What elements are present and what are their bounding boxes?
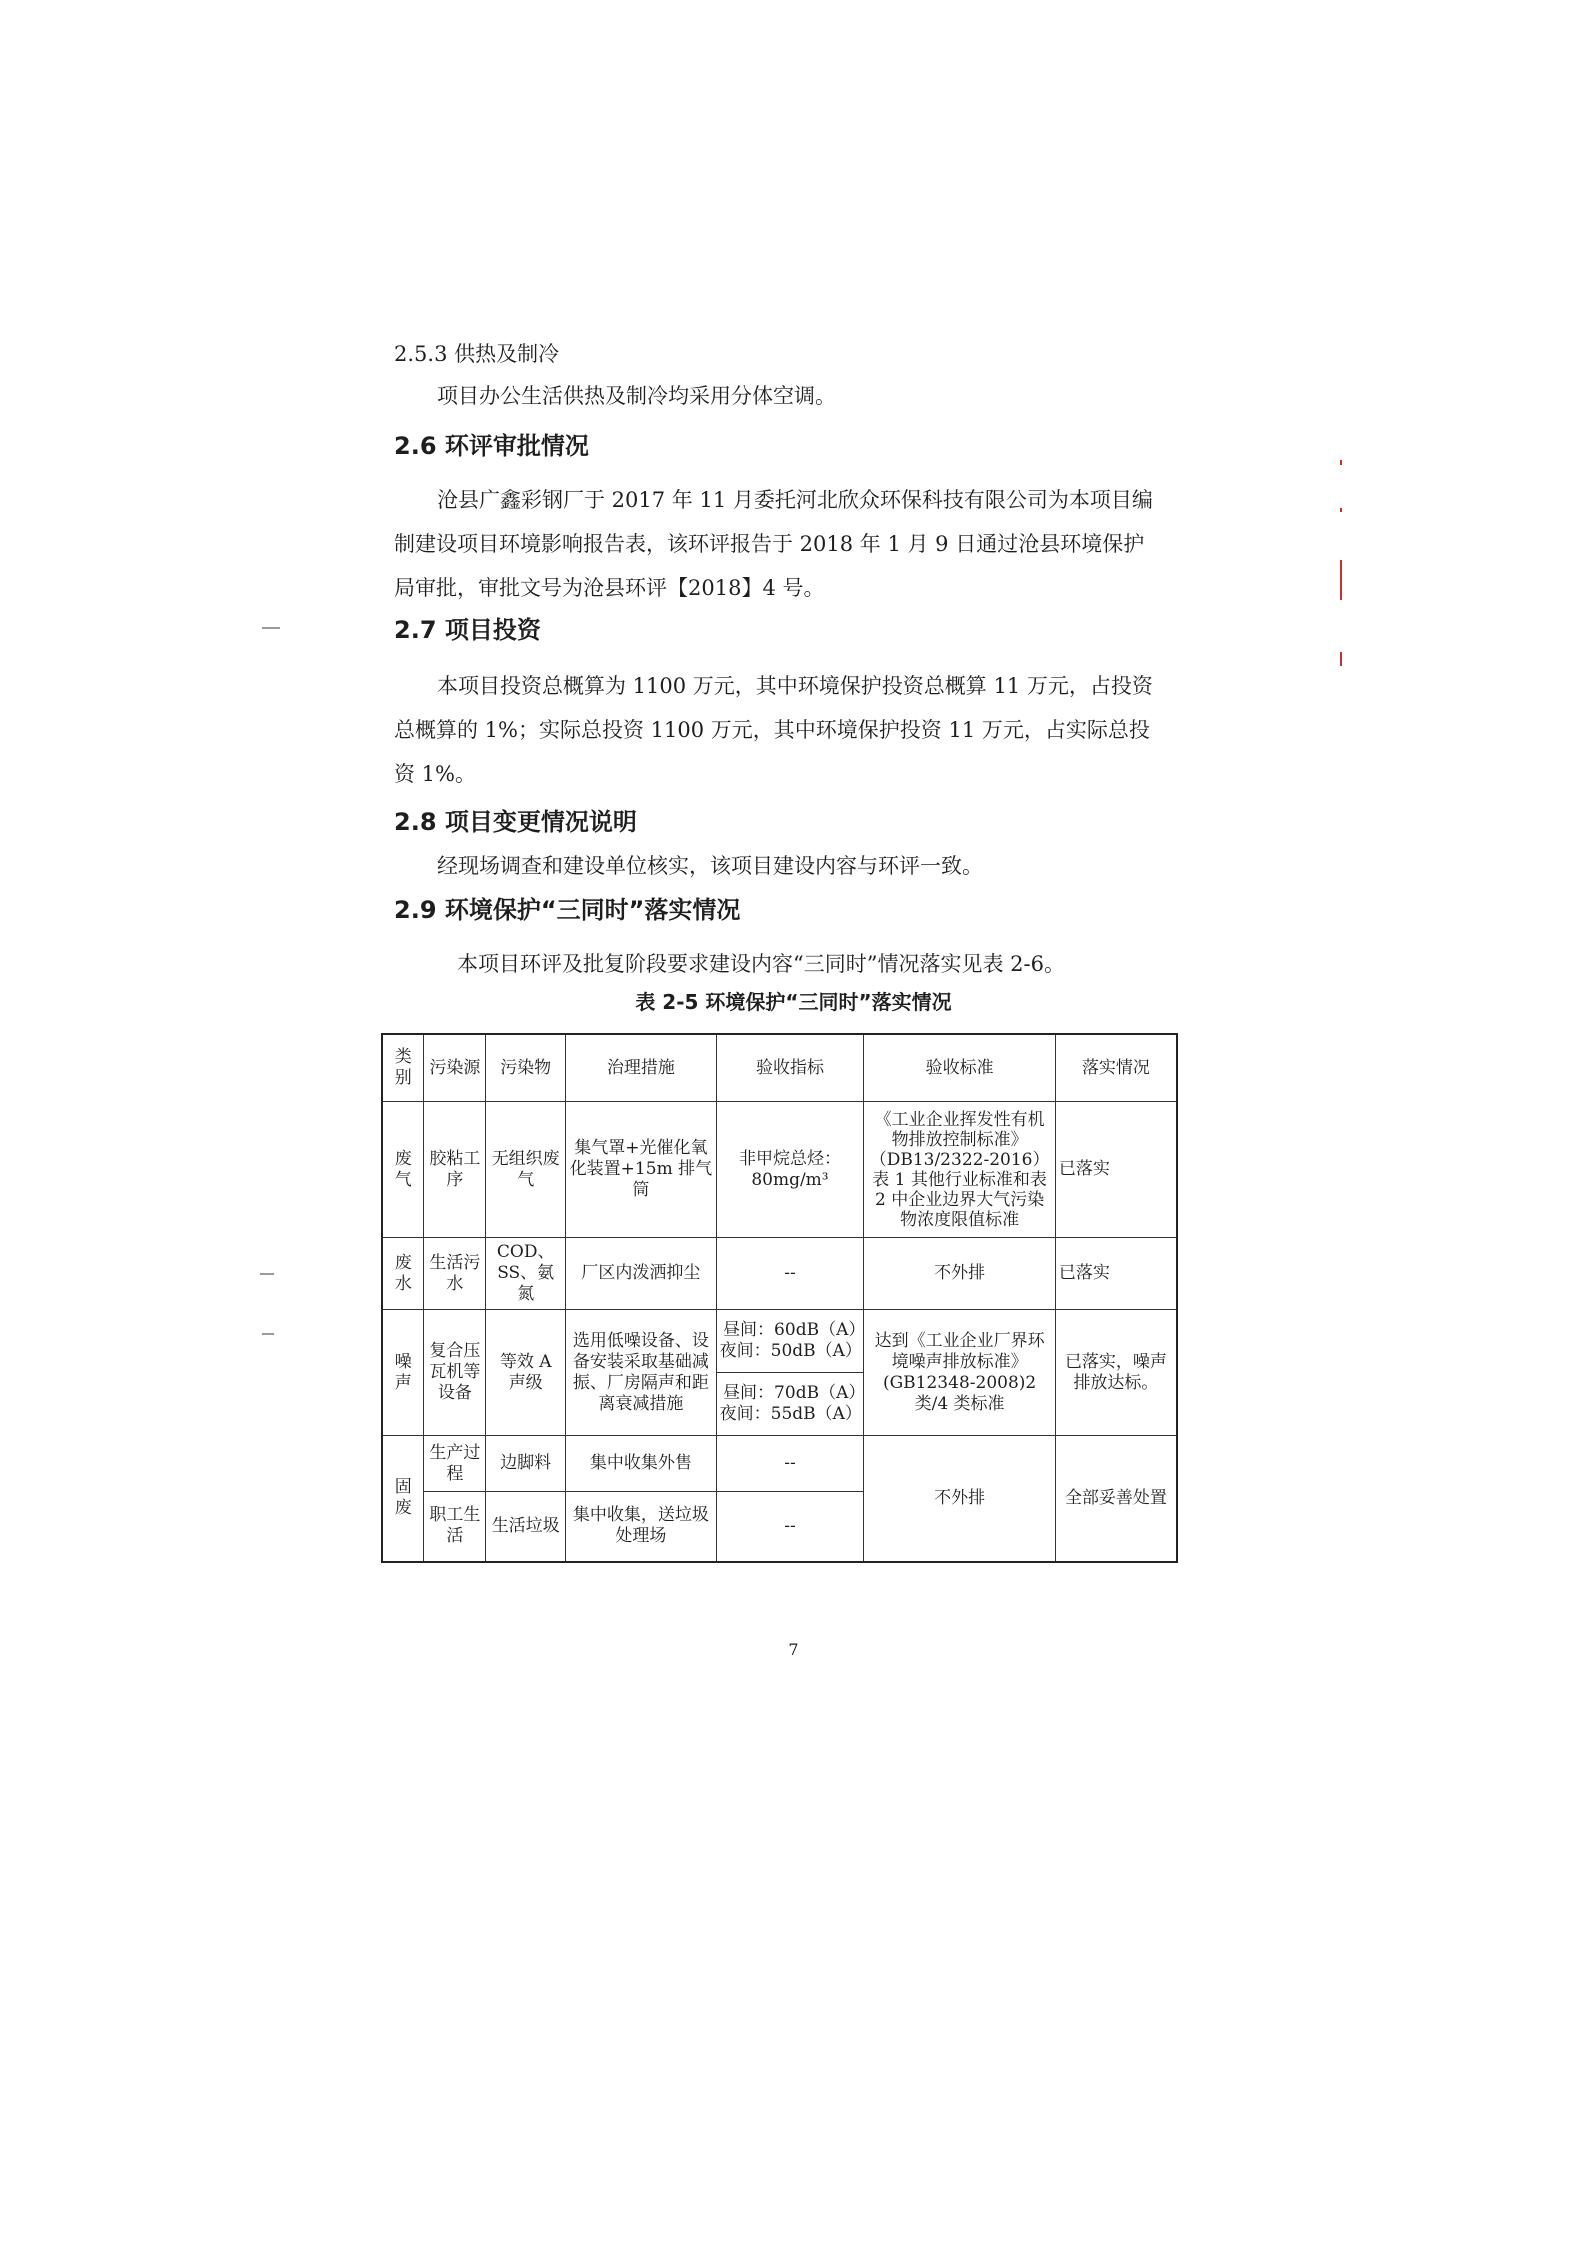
table-caption: 表 2-5 环境保护“三同时”落实情况 (635, 990, 952, 1014)
cell-noise-category: 噪声 (382, 1310, 424, 1436)
cell-gas-measure: 集气罩+光催化氧化装置+15m 排气筒 (566, 1102, 717, 1238)
cell-water-indicator: -- (716, 1238, 864, 1310)
table-row-solid-1 (382, 1436, 1177, 1492)
cell-noise-status: 已落实，噪声排放达标。 (1055, 1310, 1177, 1436)
cell-water-source: 生活污水 (424, 1238, 486, 1310)
cell-solid-indicator-2: -- (716, 1492, 864, 1562)
cell-solid-measure-1: 集中收集外售 (566, 1436, 717, 1492)
header-source: 污染源 (424, 1034, 486, 1102)
cell-solid-category: 固废 (382, 1436, 424, 1562)
paragraph-investment-line-2: 总概算的 1%；实际总投资 1100 万元，其中环境保护投资 11 万元，占实际总投 (394, 718, 1150, 742)
cell-water-pollutant: COD、SS、氨氮 (486, 1238, 566, 1310)
cell-noise-pollutant: 等效 A 声级 (486, 1310, 566, 1436)
paragraph-eia-line-1: 沧县广鑫彩钢厂于 2017 年 11 月委托河北欣众环保科技有限公司为本项目编 (437, 488, 1153, 512)
cell-noise-indicator-1: 昼间：60dB（A）夜间：50dB（A） (716, 1310, 864, 1373)
paragraph-eia-line-2: 制建设项目环境影响报告表，该环评报告于 2018 年 1 月 9 日通过沧县环境保护 (394, 532, 1145, 556)
cell-gas-pollutant: 无组织废气 (486, 1102, 566, 1238)
section-heading-2-8: 2.8 项目变更情况说明 (394, 808, 637, 836)
scan-mark (1340, 560, 1342, 600)
section-heading-2-6: 2.6 环评审批情况 (394, 432, 589, 460)
cell-solid-status: 全部妥善处置 (1055, 1436, 1177, 1562)
cell-gas-standard: 《工业企业挥发性有机物排放控制标准》（DB13/2322-2016）表 1 其他行业标准和表 2 中企业边界大气污染物浓度限值标准 (864, 1102, 1056, 1238)
scan-mark (262, 1333, 274, 1335)
cell-solid-source-1: 生产过程 (424, 1436, 486, 1492)
page-number: 7 (788, 1640, 799, 1659)
paragraph-three-simultaneous: 本项目环评及批复阶段要求建设内容“三同时”情况落实见表 2-6。 (457, 952, 1065, 976)
cell-solid-standard: 不外排 (864, 1436, 1056, 1562)
cell-solid-pollutant-1: 边脚料 (486, 1436, 566, 1492)
paragraph-investment-line-3: 资 1%。 (394, 762, 476, 786)
cell-noise-indicator-2: 昼间：70dB（A）夜间：55dB（A） (716, 1373, 864, 1436)
cell-water-status: 已落实 (1055, 1238, 1177, 1310)
header-indicator: 验收指标 (716, 1034, 864, 1102)
cell-water-category: 废水 (382, 1238, 424, 1310)
paragraph-investment-line-1: 本项目投资总概算为 1100 万元，其中环境保护投资总概算 11 万元，占投资 (437, 674, 1153, 698)
table-row-water (382, 1238, 1177, 1310)
subsection-heading-2-5-3: 2.5.3 供热及制冷 (394, 342, 560, 366)
header-standard: 验收标准 (864, 1034, 1056, 1102)
section-heading-2-9: 2.9 环境保护“三同时”落实情况 (394, 896, 741, 924)
cell-gas-indicator: 非甲烷总烃：80mg/m³ (716, 1102, 864, 1238)
cell-noise-source: 复合压瓦机等设备 (424, 1310, 486, 1436)
table-row-noise-1 (382, 1310, 1177, 1373)
header-pollutant: 污染物 (486, 1034, 566, 1102)
section-heading-2-7: 2.7 项目投资 (394, 616, 541, 644)
scan-mark (1340, 508, 1342, 512)
cell-gas-source: 胶粘工序 (424, 1102, 486, 1238)
scan-mark (1340, 460, 1342, 465)
cell-water-standard: 不外排 (864, 1238, 1056, 1310)
cell-gas-status: 已落实 (1055, 1102, 1177, 1238)
scan-mark (1340, 652, 1342, 666)
three-simultaneous-table (381, 1033, 1178, 1563)
paragraph-change: 经现场调查和建设单位核实，该项目建设内容与环评一致。 (437, 854, 983, 878)
cell-solid-source-2: 职工生活 (424, 1492, 486, 1562)
cell-solid-pollutant-2: 生活垃圾 (486, 1492, 566, 1562)
cell-water-measure: 厂区内泼洒抑尘 (566, 1238, 717, 1310)
cell-noise-standard: 达到《工业企业厂界环境噪声排放标准》(GB12348-2008)2 类/4 类标准 (864, 1310, 1056, 1436)
scan-mark (260, 1273, 274, 1275)
cell-solid-measure-2: 集中收集，送垃圾处理场 (566, 1492, 717, 1562)
header-measure: 治理措施 (566, 1034, 717, 1102)
header-category: 类别 (382, 1034, 424, 1102)
paragraph-eia-line-3: 局审批，审批文号为沧县环评【2018】4 号。 (394, 576, 825, 600)
cell-noise-measure: 选用低噪设备、设备安装采取基础减振、厂房隔声和距离衰减措施 (566, 1310, 717, 1436)
cell-gas-category: 废气 (382, 1102, 424, 1238)
table-row-gas (382, 1102, 1177, 1238)
paragraph-heating: 项目办公生活供热及制冷均采用分体空调。 (437, 384, 836, 408)
scan-mark (262, 627, 280, 629)
header-status: 落实情况 (1055, 1034, 1177, 1102)
table-header-row (382, 1034, 1177, 1102)
cell-solid-indicator-1: -- (716, 1436, 864, 1492)
